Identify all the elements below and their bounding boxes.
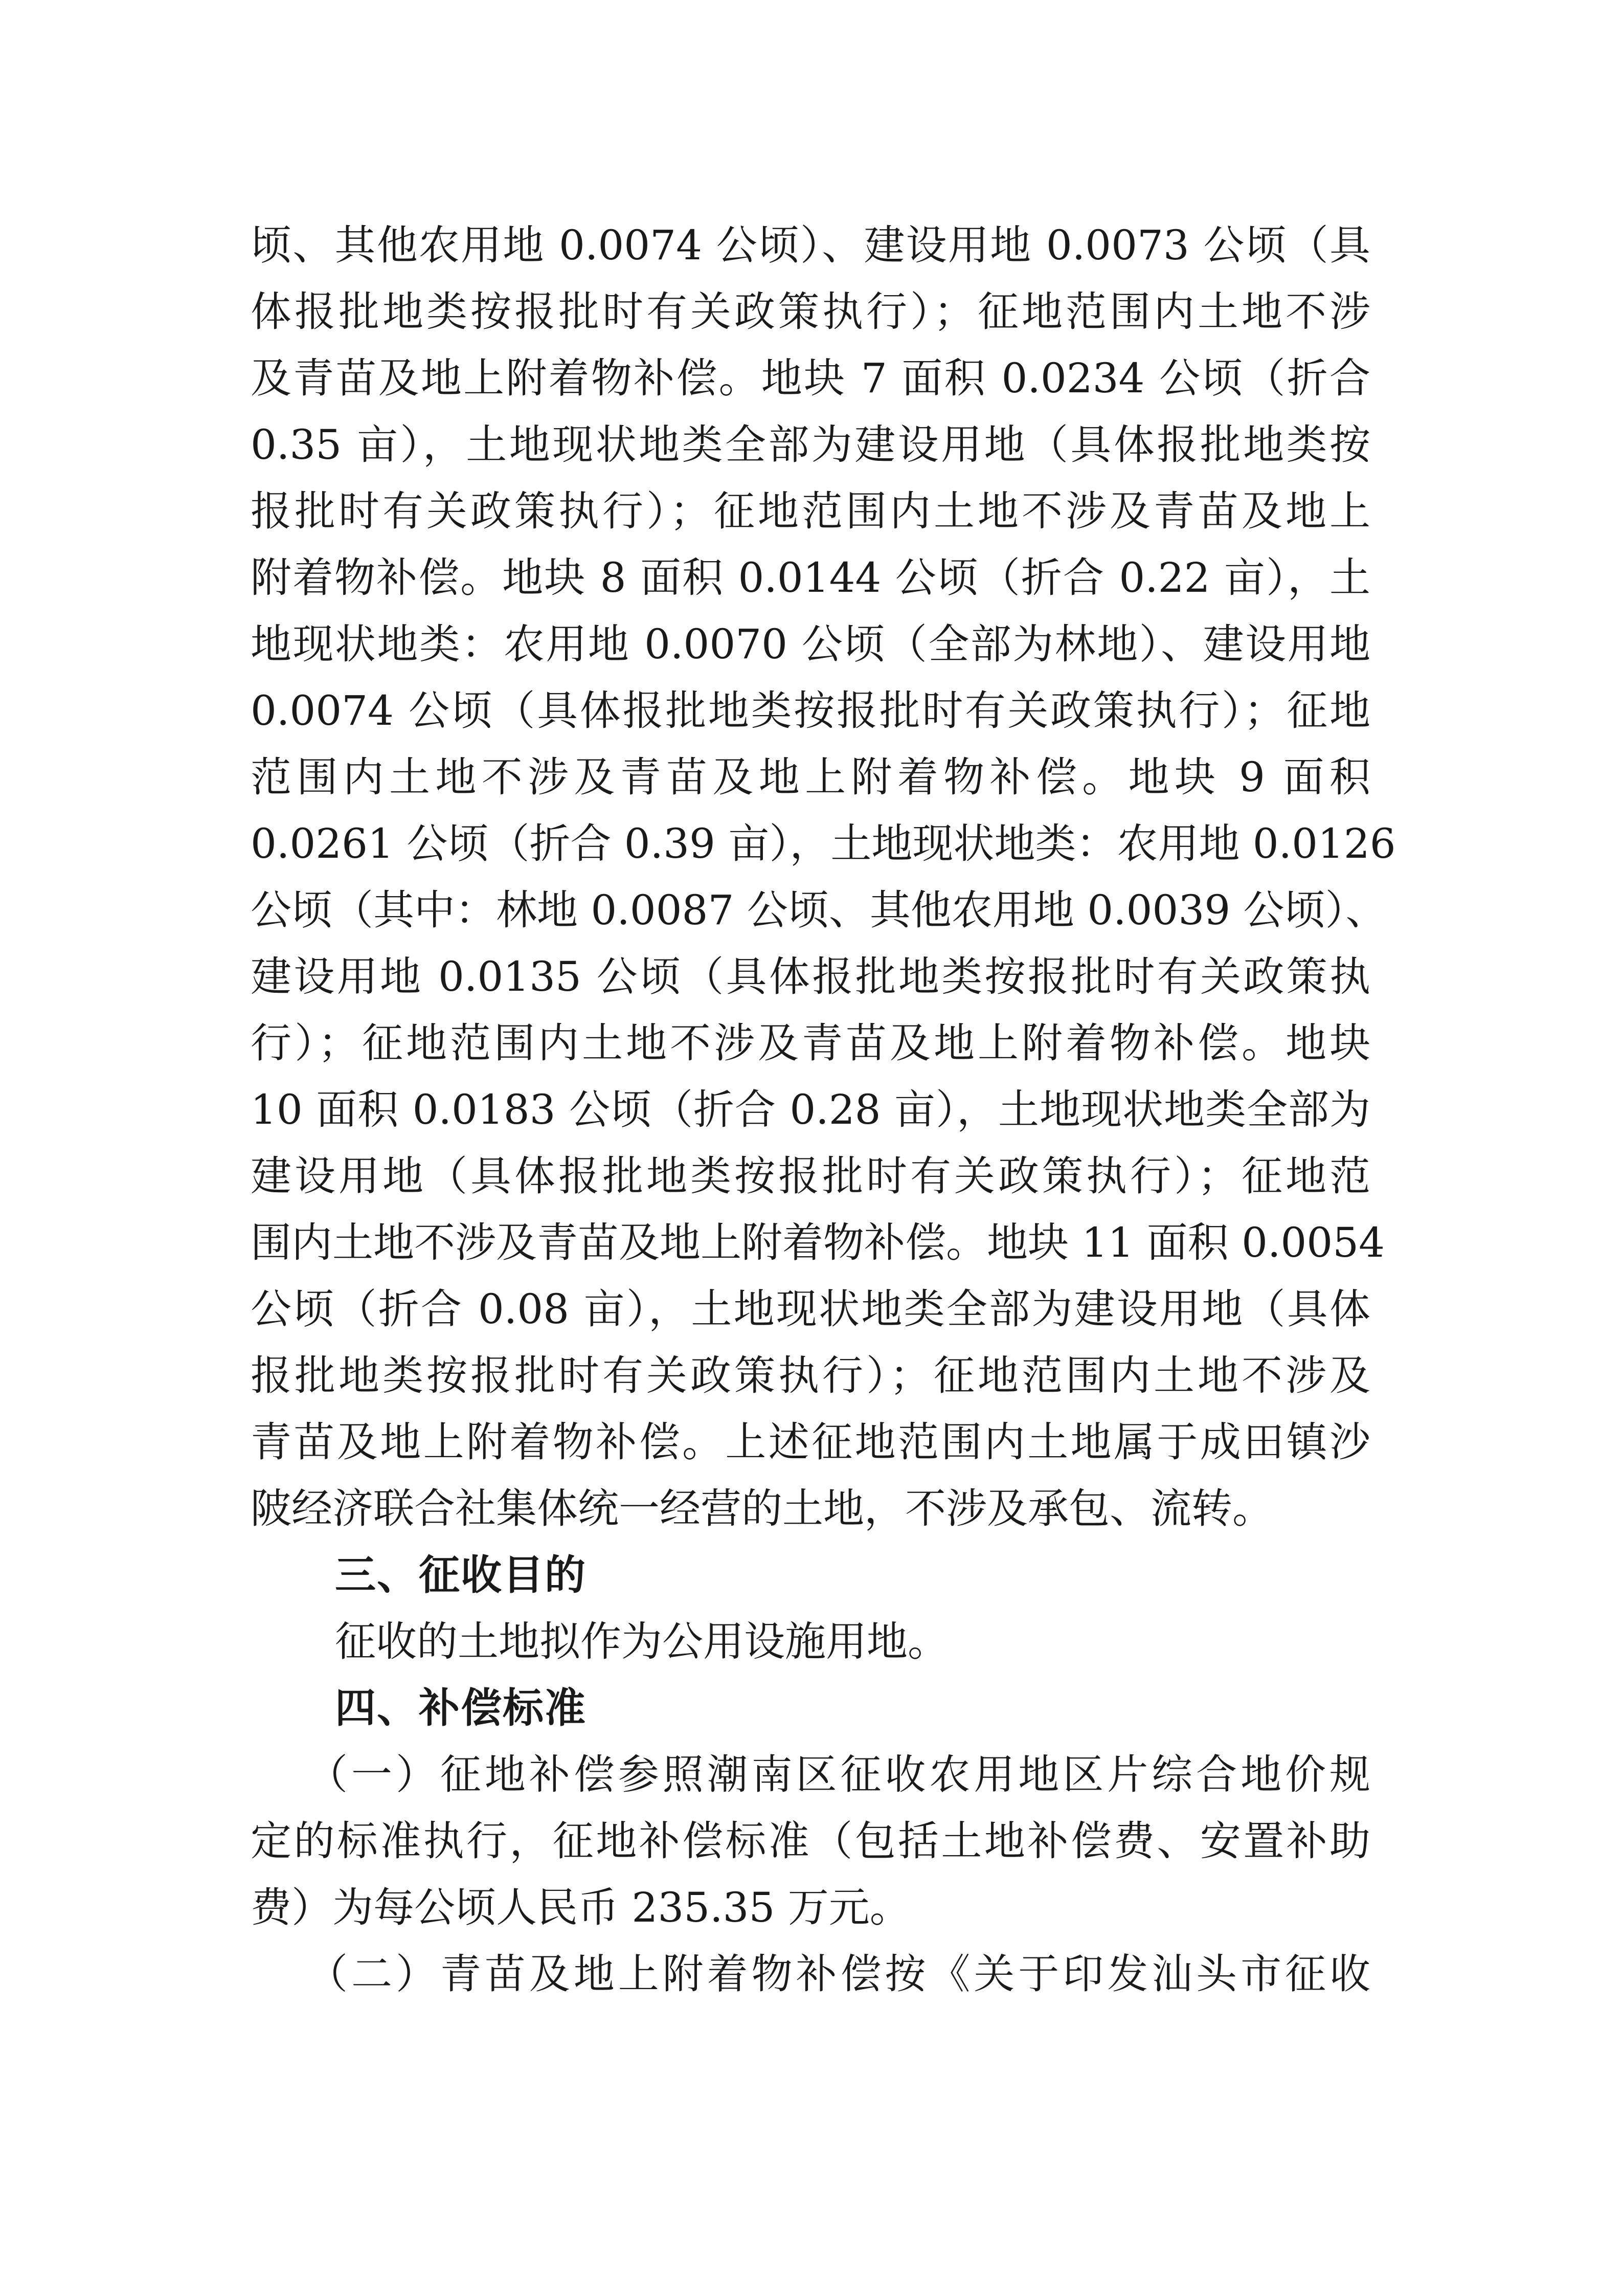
paragraph-line: [0, 1938, 1623, 2010]
paragraph-line: [0, 1473, 1623, 1545]
paragraph-line: [0, 675, 1623, 747]
paragraph-line: [0, 1207, 1623, 1279]
heading-purpose: 三、征收目的: [335, 1551, 587, 1599]
text-line: 0.0261 公顷（折合 0.39 亩），土地现状地类：农用地 0.0126: [251, 820, 1396, 867]
paragraph-line: [0, 609, 1623, 680]
text-line: 报批时有关政策执行）；征地范围内土地不涉及青苗及地上: [251, 487, 1370, 535]
paragraph-line: [0, 1074, 1623, 1146]
paragraph-line: [0, 1340, 1623, 1412]
text-line: 体报批地类按报批时有关政策执行）；征地范围内土地不涉: [251, 288, 1370, 336]
text-line: 0.0074 公顷（具体报批地类按报批时有关政策执行）；征地: [251, 687, 1370, 734]
paragraph-line: [0, 542, 1623, 614]
text-line: （一）征地补偿参照潮南区征收农用地区片综合地价规: [307, 1751, 1370, 1798]
section-heading: [0, 1540, 1623, 1611]
paragraph-line: [0, 875, 1623, 946]
text-line: 顷、其他农用地 0.0074 公顷）、建设用地 0.0073 公顷（具: [251, 221, 1370, 269]
text-line: 及青苗及地上附着物补偿。地块 7 面积 0.0234 公顷（折合: [251, 354, 1370, 402]
text-line: 建设用地（具体报批地类按报批时有关政策执行）；征地范: [251, 1152, 1370, 1200]
text-line: 10 面积 0.0183 公顷（折合 0.28 亩），土地现状地类全部为: [251, 1086, 1370, 1133]
paragraph-line: [0, 1274, 1623, 1345]
text-line: 建设用地 0.0135 公顷（具体报批地类按报批时有关政策执: [251, 953, 1370, 1000]
paragraph-line: [0, 409, 1623, 481]
paragraph-line: [0, 476, 1623, 547]
paragraph-line: [0, 276, 1623, 348]
purpose-text: 征收的土地拟作为公用设施用地。: [335, 1618, 949, 1665]
paragraph-line: [0, 1739, 1623, 1811]
text-line: 0.35 亩），土地现状地类全部为建设用地（具体报批地类按: [251, 421, 1370, 469]
paragraph-line: [0, 1805, 1623, 1877]
text-line: 公顷（其中：林地 0.0087 公顷、其他农用地 0.0039 公顷）、: [251, 886, 1387, 934]
text-line: 附着物补偿。地块 8 面积 0.0144 公顷（折合 0.22 亩），土: [251, 554, 1370, 601]
text-line: 围内土地不涉及青苗及地上附着物补偿。地块 11 面积 0.0054: [251, 1219, 1385, 1266]
text-line: 费）为每公顷人民币 235.35 万元。: [251, 1884, 911, 1931]
paragraph-line: [0, 941, 1623, 1013]
paragraph-line: [0, 1872, 1623, 1944]
paragraph-line: [0, 808, 1623, 880]
text-line: 报批地类按报批时有关政策执行）；征地范围内土地不涉及: [251, 1352, 1370, 1399]
paragraph-line: [0, 343, 1623, 414]
paragraph-line: [0, 1141, 1623, 1212]
paragraph-line: [0, 1407, 1623, 1478]
text-line: 定的标准执行，征地补偿标准（包括土地补偿费、安置补助: [251, 1817, 1370, 1865]
text-line: 行）；征地范围内土地不涉及青苗及地上附着物补偿。地块: [251, 1019, 1370, 1067]
heading-compensation: 四、补偿标准: [335, 1684, 587, 1732]
paragraph-line: [0, 210, 1623, 281]
text-line: 公顷（折合 0.08 亩），土地现状地类全部为建设用地（具体: [251, 1285, 1370, 1333]
paragraph-line: [0, 1008, 1623, 1079]
text-line: 范围内土地不涉及青苗及地上附着物补偿。地块 9 面积: [251, 753, 1370, 801]
paragraph-line: [0, 742, 1623, 813]
text-line: 陂经济联合社集体统一经营的土地，不涉及承包、流转。: [251, 1485, 1273, 1532]
section-heading: [0, 1673, 1623, 1744]
paragraph-line: [0, 1606, 1623, 1678]
text-line: （二）青苗及地上附着物补偿按《关于印发汕头市征收: [307, 1950, 1370, 1998]
text-line: 地现状地类：农用地 0.0070 公顷（全部为林地）、建设用地: [251, 620, 1370, 668]
text-line: 青苗及地上附着物补偿。上述征地范围内土地属于成田镇沙: [251, 1418, 1370, 1466]
